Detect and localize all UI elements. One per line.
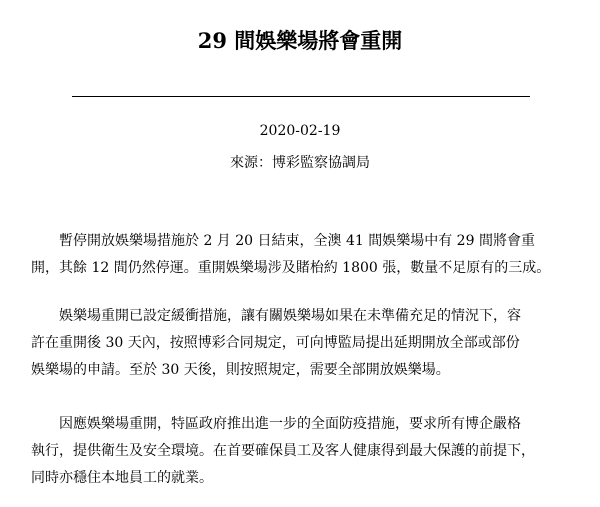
paragraph-1 xyxy=(31,228,579,282)
paragraph-3 xyxy=(31,411,579,492)
paragraph-line: 同時亦穩住本地員工的就業。 xyxy=(31,470,213,486)
paragraph-line: 開，其餘 12 間仍然停運。重開娛樂場涉及賭枱約 1800 張，數量不足原有的三成。 xyxy=(31,260,551,276)
paragraph-line: 娛樂場的申請。至於 30 天後，則按照規定，需要全部開放娛樂場。 xyxy=(31,362,450,378)
paragraph-line: 許在重開後 30 天內，按照博彩合同規定，可向博監局提出延期開放全部或部份 xyxy=(31,335,520,351)
paragraph-line: 因應娛樂場重開，特區政府推出進一步的全面防疫措施，要求所有博企嚴格 xyxy=(59,416,521,432)
article-date: 2020-02-19 xyxy=(259,123,341,139)
article-title: 29 間娛樂場將會重開 xyxy=(197,28,403,53)
paragraph-line: 執行，提供衛生及安全環境。在首要確保員工及客人健康得到最大保護的前提下， xyxy=(31,443,535,459)
paragraph-line: 暫停開放娛樂場措施於 2 月 20 日結束，全澳 41 間娛樂場中有 29 間將會重 xyxy=(59,233,535,249)
paragraph-line: 娛樂場重開已設定緩衝措施，讓有關娛樂場如果在未準備充足的情況下，容 xyxy=(59,308,521,324)
paragraph-2 xyxy=(31,303,579,384)
title-divider xyxy=(72,96,530,97)
article-source: 來源：博彩監察協調局 xyxy=(230,155,370,171)
